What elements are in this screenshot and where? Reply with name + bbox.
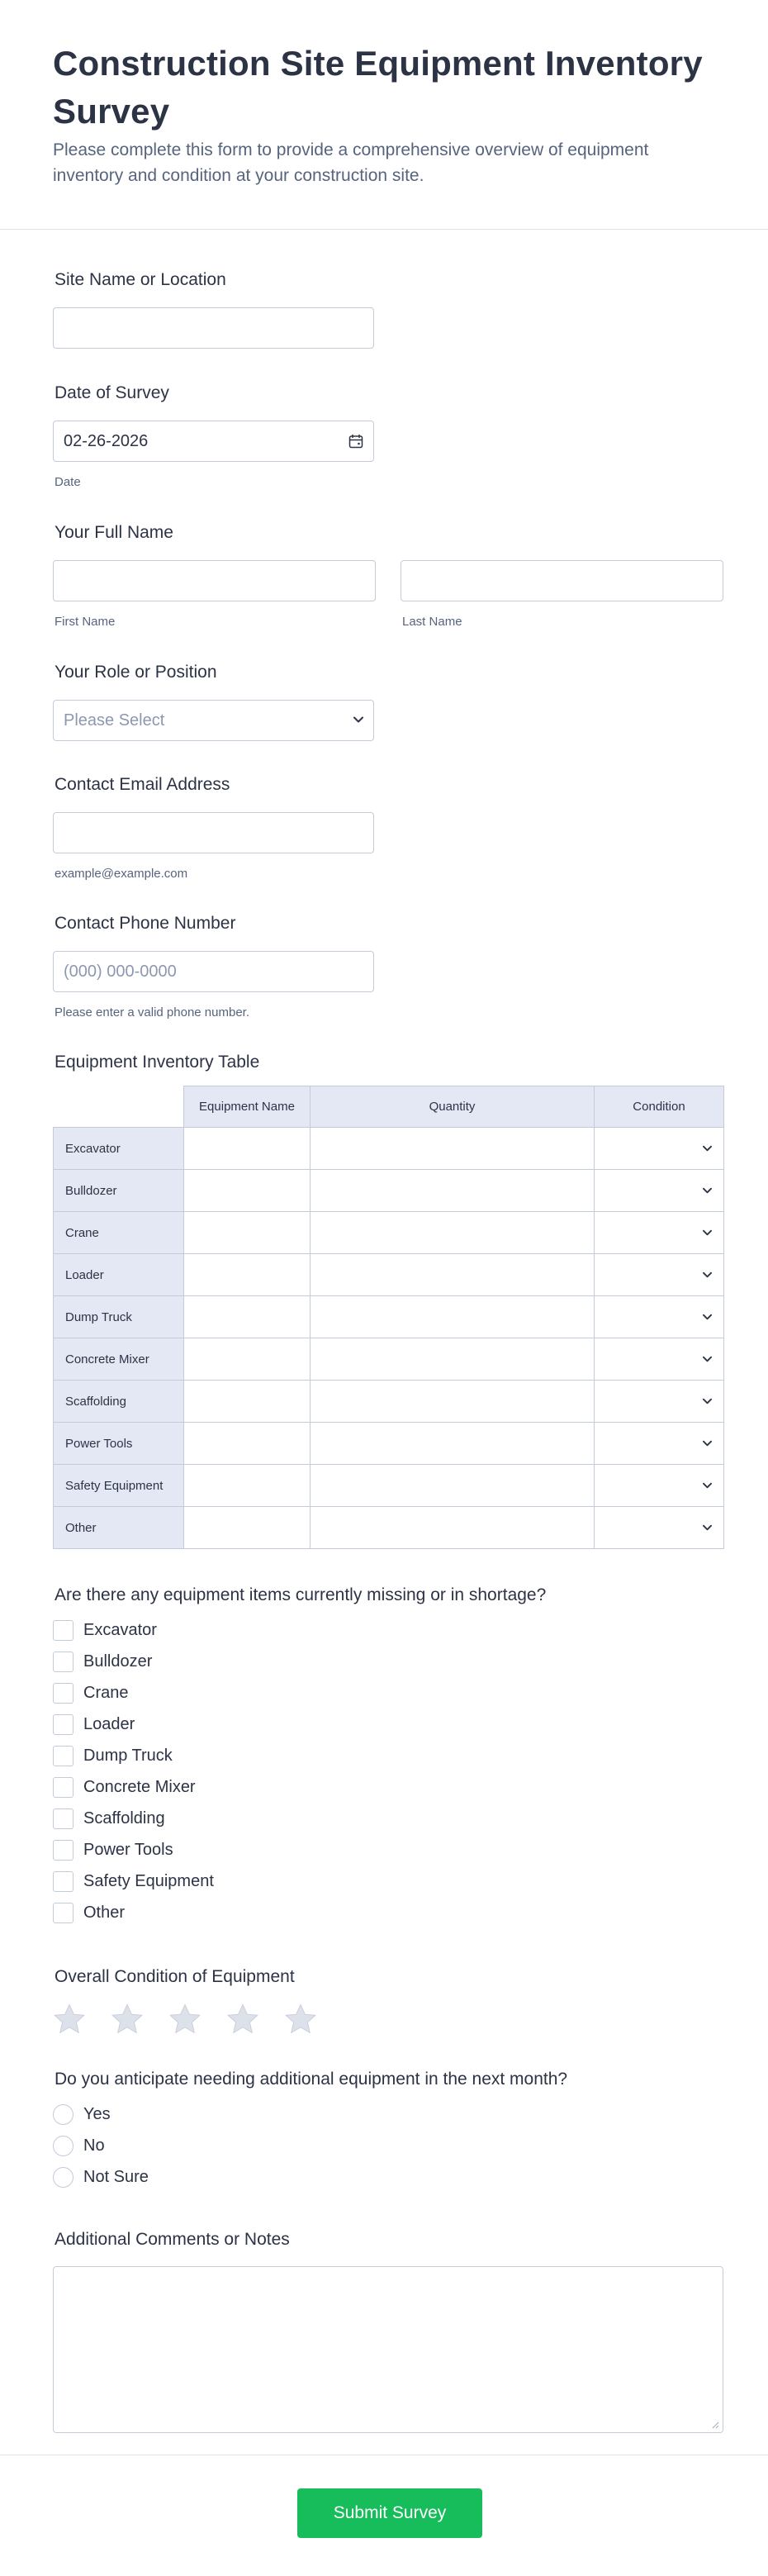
checkbox-option[interactable]	[53, 1834, 214, 1865]
condition-select[interactable]	[595, 1128, 724, 1170]
name-label: Your Full Name	[55, 523, 173, 542]
radio-button[interactable]	[53, 2167, 73, 2188]
comments-textarea[interactable]	[53, 2266, 723, 2433]
quantity-cell[interactable]	[311, 1338, 595, 1381]
column-header: Condition	[595, 1086, 724, 1128]
quantity-cell[interactable]	[311, 1465, 595, 1507]
equipment-name-cell[interactable]	[184, 1212, 311, 1254]
date-label: Date of Survey	[55, 383, 169, 402]
inventory-field	[53, 1051, 259, 1074]
phone-label: Contact Phone Number	[55, 914, 236, 933]
star-icon[interactable]	[226, 2003, 259, 2035]
checkbox-option[interactable]	[53, 1740, 214, 1771]
submit-button[interactable]: Submit Survey	[297, 2488, 482, 2538]
row-header: Bulldozer	[54, 1170, 184, 1212]
row-header: Concrete Mixer	[54, 1338, 184, 1381]
chevron-down-icon	[703, 1271, 712, 1278]
checkbox[interactable]	[53, 1683, 73, 1704]
date-value: 02-26-2026	[64, 432, 149, 450]
condition-select[interactable]	[595, 1338, 724, 1381]
site-field	[53, 269, 374, 349]
star-icon[interactable]	[168, 2003, 201, 2035]
equipment-name-cell[interactable]	[184, 1465, 311, 1507]
radio-label: No	[83, 2136, 105, 2155]
checkbox[interactable]	[53, 1714, 73, 1735]
row-header: Crane	[54, 1212, 184, 1254]
column-header: Quantity	[311, 1086, 595, 1128]
email-input[interactable]	[53, 812, 374, 853]
checkbox[interactable]	[53, 1652, 73, 1672]
checkbox-label: Safety Equipment	[83, 1871, 214, 1890]
equipment-name-cell[interactable]	[184, 1170, 311, 1212]
row-header: Loader	[54, 1254, 184, 1296]
date-sublabel: Date	[55, 475, 81, 489]
condition-select[interactable]	[595, 1296, 724, 1338]
radio-label: Yes	[83, 2104, 111, 2123]
form-footer	[0, 2455, 768, 2576]
comments-field	[53, 2228, 723, 2433]
missing-label: Are there any equipment items currently missing or in shortage?	[55, 1585, 547, 1604]
chevron-down-icon	[353, 716, 363, 723]
radio-label: Not Sure	[83, 2167, 149, 2186]
rating-label: Overall Condition of Equipment	[55, 1967, 295, 1986]
row-header: Excavator	[54, 1128, 184, 1170]
chevron-down-icon	[703, 1482, 712, 1489]
radio-option[interactable]	[53, 2098, 149, 2130]
first-name-sublabel: First Name	[55, 615, 116, 629]
checkbox-label: Concrete Mixer	[83, 1777, 196, 1796]
equipment-name-cell[interactable]	[184, 1338, 311, 1381]
checkbox-label: Dump Truck	[83, 1746, 173, 1765]
phone-sublabel: Please enter a valid phone number.	[55, 1005, 249, 1019]
form-header	[0, 0, 768, 230]
chevron-down-icon	[703, 1356, 712, 1362]
star-icon[interactable]	[284, 2003, 317, 2035]
radio-option[interactable]	[53, 2161, 149, 2193]
condition-select[interactable]	[595, 1465, 724, 1507]
quantity-cell[interactable]	[311, 1381, 595, 1423]
table-row	[54, 1507, 724, 1549]
name-field	[53, 521, 723, 629]
date-input[interactable]	[53, 421, 374, 462]
radio-button[interactable]	[53, 2104, 73, 2125]
chevron-down-icon	[703, 1440, 712, 1447]
condition-select[interactable]	[595, 1212, 724, 1254]
additional-radio-group	[53, 2098, 149, 2193]
row-header: Other	[54, 1507, 184, 1549]
quantity-cell[interactable]	[311, 1254, 595, 1296]
quantity-cell[interactable]	[311, 1296, 595, 1338]
phone-input[interactable]	[53, 951, 374, 992]
email-label: Contact Email Address	[55, 775, 230, 794]
resize-handle-icon[interactable]	[711, 2421, 719, 2429]
checkbox-label: Other	[83, 1903, 126, 1922]
quantity-cell[interactable]	[311, 1170, 595, 1212]
condition-select[interactable]	[595, 1254, 724, 1296]
chevron-down-icon	[703, 1314, 712, 1320]
chevron-down-icon	[703, 1524, 712, 1531]
checkbox-option[interactable]	[53, 1803, 214, 1834]
table-row	[54, 1170, 724, 1212]
quantity-cell[interactable]	[311, 1507, 595, 1549]
role-select[interactable]	[53, 700, 374, 741]
calendar-icon[interactable]	[348, 434, 363, 449]
inventory-label: Equipment Inventory Table	[55, 1053, 260, 1072]
equipment-name-cell[interactable]	[184, 1423, 311, 1465]
checkbox-label: Excavator	[83, 1620, 157, 1639]
condition-select[interactable]	[595, 1423, 724, 1465]
checkbox-option[interactable]	[53, 1677, 214, 1709]
checkbox[interactable]	[53, 1808, 73, 1829]
table-row	[54, 1212, 724, 1254]
equipment-name-cell[interactable]	[184, 1381, 311, 1423]
missing-field	[53, 1584, 546, 1607]
column-header: Equipment Name	[184, 1086, 311, 1128]
table-row	[54, 1254, 724, 1296]
checkbox[interactable]	[53, 1840, 73, 1861]
table-row	[54, 1465, 724, 1507]
email-sublabel: example@example.com	[55, 867, 188, 881]
checkbox-option[interactable]	[53, 1614, 214, 1646]
quantity-cell[interactable]	[311, 1128, 595, 1170]
email-field	[53, 773, 374, 881]
checkbox-option[interactable]	[53, 1646, 214, 1677]
quantity-cell[interactable]	[311, 1423, 595, 1465]
role-placeholder: Please Select	[64, 711, 165, 730]
inventory-table	[53, 1086, 724, 1549]
phone-placeholder: (000) 000-0000	[64, 962, 177, 981]
role-label: Your Role or Position	[55, 663, 217, 682]
checkbox[interactable]	[53, 1746, 73, 1766]
first-name-input[interactable]	[53, 560, 376, 601]
checkbox-label: Bulldozer	[83, 1652, 153, 1671]
missing-checklist	[53, 1614, 214, 1928]
row-header: Dump Truck	[54, 1296, 184, 1338]
checkbox-label: Crane	[83, 1683, 129, 1702]
radio-option[interactable]	[53, 2130, 149, 2161]
condition-select[interactable]	[595, 1170, 724, 1212]
form-subtitle: Please complete this form to provide a comprehensive overview of equipment inventory and condition at your construction site.	[53, 140, 649, 185]
table-row	[54, 1338, 724, 1381]
star-icon[interactable]	[111, 2003, 144, 2035]
form-title: Construction Site Equipment Inventory Survey	[53, 44, 703, 131]
checkbox-option[interactable]	[53, 1897, 214, 1928]
table-corner	[54, 1086, 184, 1128]
checkbox-label: Scaffolding	[83, 1808, 165, 1827]
rating-field	[53, 1965, 317, 2035]
checkbox-option[interactable]	[53, 1771, 214, 1803]
chevron-down-icon	[703, 1145, 712, 1152]
row-header: Safety Equipment	[54, 1465, 184, 1507]
table-row	[54, 1296, 724, 1338]
row-header: Power Tools	[54, 1423, 184, 1465]
condition-select[interactable]	[595, 1507, 724, 1549]
checkbox-option[interactable]	[53, 1709, 214, 1740]
table-row	[54, 1381, 724, 1423]
role-field	[53, 661, 374, 741]
quantity-cell[interactable]	[311, 1212, 595, 1254]
phone-field	[53, 912, 374, 1019]
additional-label: Do you anticipate needing additional equipment in the next month?	[55, 2070, 568, 2089]
table-row	[54, 1423, 724, 1465]
checkbox-label: Loader	[83, 1714, 135, 1733]
last-name-input[interactable]	[401, 560, 723, 601]
additional-field	[53, 2068, 567, 2091]
checkbox[interactable]	[53, 1620, 73, 1641]
equipment-name-cell[interactable]	[184, 1296, 311, 1338]
chevron-down-icon	[703, 1398, 712, 1404]
equipment-name-cell[interactable]	[184, 1507, 311, 1549]
last-name-sublabel: Last Name	[402, 615, 462, 629]
checkbox[interactable]	[53, 1871, 73, 1892]
row-header: Scaffolding	[54, 1381, 184, 1423]
equipment-name-cell[interactable]	[184, 1128, 311, 1170]
checkbox[interactable]	[53, 1777, 73, 1798]
date-field	[53, 382, 374, 489]
checkbox[interactable]	[53, 1903, 73, 1923]
star-icon[interactable]	[53, 2003, 86, 2035]
comments-label: Additional Comments or Notes	[55, 2230, 290, 2249]
radio-button[interactable]	[53, 2136, 73, 2156]
checkbox-option[interactable]	[53, 1865, 214, 1897]
site-input[interactable]	[53, 307, 374, 349]
equipment-name-cell[interactable]	[184, 1254, 311, 1296]
star-rating	[53, 2003, 317, 2035]
chevron-down-icon	[703, 1187, 712, 1194]
checkbox-label: Power Tools	[83, 1840, 173, 1859]
chevron-down-icon	[703, 1229, 712, 1236]
site-label: Site Name or Location	[55, 270, 226, 289]
table-row	[54, 1128, 724, 1170]
condition-select[interactable]	[595, 1381, 724, 1423]
